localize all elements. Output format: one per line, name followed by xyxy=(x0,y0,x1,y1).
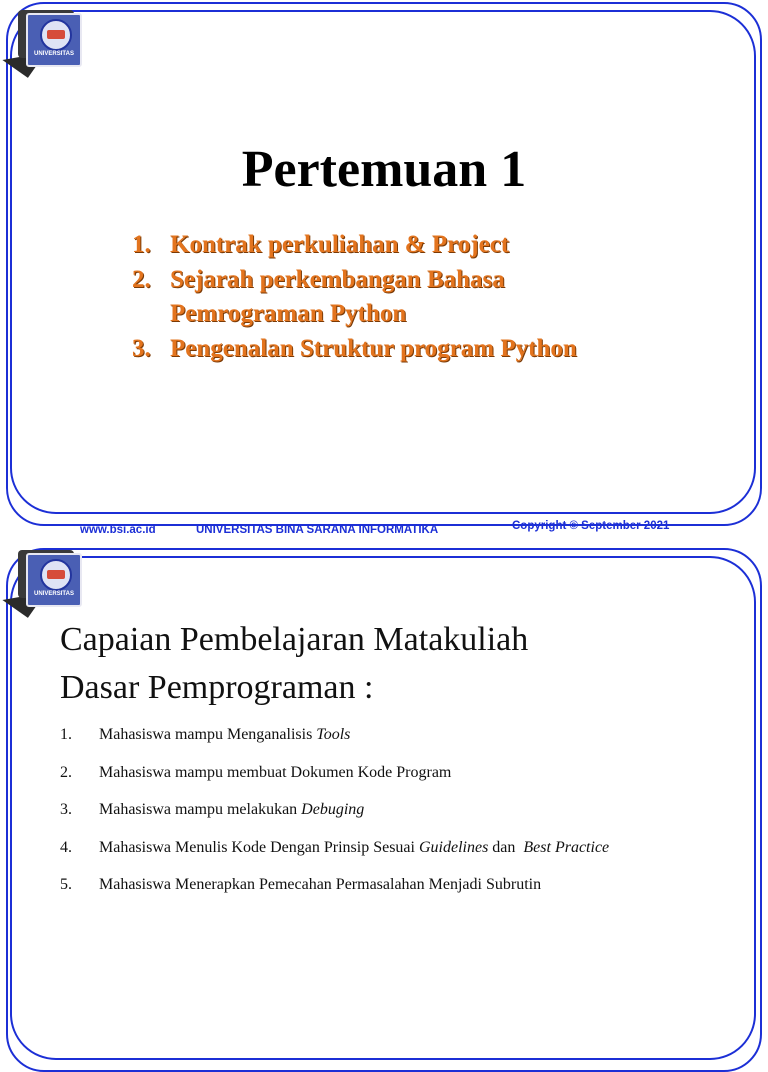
outcome-text: Mahasiswa Menerapkan Pemecahan Permasalahan Menjadi Subrutin xyxy=(99,876,542,893)
agenda-item xyxy=(132,332,577,367)
outcome-emphasis: Tools xyxy=(316,726,351,743)
agenda-text-continued: Pemrograman Python xyxy=(170,300,407,327)
outcome-number: 1. xyxy=(60,726,72,743)
outcome-text: Mahasiswa Menulis Kode Dengan Prinsip Sesuai xyxy=(99,838,419,856)
outcome-emphasis: Debuging xyxy=(301,801,365,818)
university-logo xyxy=(18,10,90,70)
outcome-emphasis-2: Best Practice xyxy=(523,838,610,856)
outcome-number: 3. xyxy=(60,801,72,818)
agenda-text: Sejarah perkembangan Bahasa xyxy=(170,265,505,293)
logo-badge xyxy=(26,13,82,67)
slide-2 xyxy=(0,546,768,1024)
agenda-item xyxy=(132,228,577,263)
outcome-number: 5. xyxy=(60,876,72,893)
logo-badge xyxy=(26,553,82,607)
outcome-item xyxy=(60,839,609,877)
outcome-text: Mahasiswa mampu membuat Dokumen Kode Program xyxy=(99,763,452,781)
agenda-list xyxy=(132,228,577,366)
outcome-emphasis: Guidelines xyxy=(418,838,489,856)
logo-emblem-icon xyxy=(40,19,72,51)
outcome-text: Mahasiswa mampu Menganalisis xyxy=(99,726,317,743)
agenda-text: Pengenalan Struktur program Python xyxy=(170,334,577,362)
slide-heading xyxy=(60,616,528,712)
university-logo xyxy=(18,550,90,610)
slide-title: Pertemuan 1 xyxy=(241,141,527,198)
logo-emblem-icon xyxy=(40,559,72,591)
agenda-number: 1. xyxy=(132,231,151,258)
learning-outcomes-list xyxy=(60,726,609,914)
outcome-text: Mahasiswa mampu melakukan xyxy=(99,801,302,818)
logo-text: UNIVERSITAS xyxy=(34,591,74,597)
outcome-item xyxy=(60,764,609,802)
outcome-item xyxy=(60,876,609,914)
outcome-text-after: dan xyxy=(488,838,524,856)
footer-university: UNIVERSITAS BINA SARANA INFORMATIKA xyxy=(196,524,439,536)
heading-line: Dasar Pemprograman : xyxy=(60,669,374,706)
agenda-number: 2. xyxy=(132,265,151,293)
outcome-item xyxy=(60,726,609,764)
agenda-text: Kontrak perkuliahan & Project xyxy=(170,231,510,258)
outcome-number: 2. xyxy=(60,763,72,781)
logo-text: UNIVERSITAS xyxy=(34,51,74,57)
footer-url: www.bsi.ac.id xyxy=(80,524,156,536)
agenda-item xyxy=(132,263,577,332)
heading-line: Capaian Pembelajaran Matakuliah xyxy=(60,621,529,658)
outcome-number: 4. xyxy=(60,838,72,856)
agenda-number: 3. xyxy=(132,334,151,362)
outcome-item xyxy=(60,801,609,839)
footer-copyright: Copyright © September 2021 xyxy=(512,520,670,532)
